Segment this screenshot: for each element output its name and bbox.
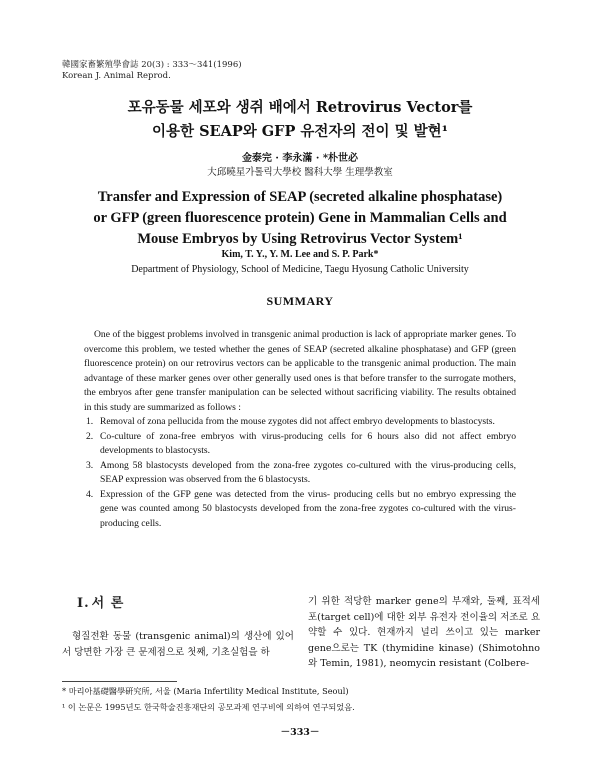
summary-item-number: 3. xyxy=(86,459,94,471)
footnote-divider xyxy=(62,681,177,682)
summary-item xyxy=(86,459,516,488)
korean-authors: 金泰完 · 李永滿 · *朴世必 xyxy=(241,153,359,164)
summary-item xyxy=(86,415,516,430)
summary-item xyxy=(86,488,516,532)
section-numeral: Ⅰ. xyxy=(77,596,90,611)
summary-item-text: Removal of zona pellucida from the mouse zygotes did not affect embryo developments to blastocysts. xyxy=(100,416,495,427)
english-authors: Kim, T. Y., Y. M. Lee and S. P. Park* xyxy=(221,249,379,260)
summary-heading: SUMMARY xyxy=(266,294,334,308)
english-department: Department of Physiology, School of Medicine, Taegu Hyosung Catholic University xyxy=(131,264,469,275)
footnote-affiliation: * 마리아基礎醫學硏究所, 서울 (Maria Infertility Medical Institute, Seoul) xyxy=(62,686,349,696)
summary-paragraph: One of the biggest problems involved in transgenic animal production is lack of appropriate marker genes. To overcome this problem, we tested whether the genes of SEAP (secreted alkaline phosphatase) and GFP (green fluorescence protein) on our retrovirus vectors can be applicable to the transgenic animal production. The main advantage of these marker genes over other generally used ones is that before transfer to the surrogate mothers, the embryos after gene transfer manipulation can be selected without sacrificing viability. The results obtained in this study are summarized as follows : xyxy=(84,329,516,413)
intro-left-column xyxy=(62,592,294,660)
summary-item-text: Among 58 blastocysts developed from the zona-free zygotes co-cultured with the virus-producing cells, SEAP expression was observed from the 6 blastocysts. xyxy=(100,459,516,485)
summary-results-list xyxy=(84,415,516,531)
english-title-line-3: Mouse Embryos by Using Retrovirus Vector System¹ xyxy=(137,231,463,247)
korean-affiliation: 大邱曉星가톨릭大學校 醫科大學 生理學教室 xyxy=(207,167,393,178)
summary-item-number: 2. xyxy=(86,430,94,442)
summary-item xyxy=(86,430,516,459)
page-number: －333－ xyxy=(280,727,320,738)
journal-header xyxy=(62,60,242,82)
introduction-heading xyxy=(77,592,294,611)
summary-item-number: 1. xyxy=(86,416,94,427)
section-title: 서 론 xyxy=(91,596,125,611)
summary-body xyxy=(84,328,516,531)
summary-item-text: Expression of the GFP gene was detected from the virus- producing cells but no embryo expressing the gene was counted among 50 blastocysts developed from the zona-free zygotes co-cultured with the virus-producing cells. xyxy=(100,488,516,529)
intro-left-text: 형질전환 동물 (transgenic animal)의 생산에 있어서 당면한 가장 큰 문제점으로 첫째, 기초실험을 하 xyxy=(62,631,294,658)
summary-item-number: 4. xyxy=(86,488,94,500)
journal-citation-korean: 韓國家畜繁殖學會誌 20(3) : 333～341(1996) xyxy=(62,60,242,70)
korean-title-line-1: 포유동물 세포와 생쥐 배에서 Retrovirus Vector를 xyxy=(127,99,473,116)
english-title-line-2: or GFP (green fluorescence protein) Gene in Mammalian Cells and xyxy=(93,210,507,226)
intro-right-text: 기 위한 적당한 marker gene의 부재와, 둘째, 표적세포(target cell)에 대한 외부 유전자 전이율의 저조로 요약할 수 있다. 현재까지 널리 쓰이고 있는 marker gene으로는 TK (thymidine kinase) (Shimotohno와 Temin, 1981), neomycin resistant (Colbere- xyxy=(308,596,540,669)
english-title-line-1: Transfer and Expression of SEAP (secreted alkaline phosphatase) xyxy=(97,189,503,205)
footnote-funding: ¹ 이 논문은 1995년도 한국학술진흥재단의 공모과제 연구비에 의하여 연구되었음. xyxy=(62,702,355,712)
journal-citation-english: Korean J. Animal Reprod. xyxy=(62,71,171,81)
summary-item-text: Co-culture of zona-free embryos with virus-producing cells for 6 hours also did not affect embryo developments to blastocysts. xyxy=(100,430,516,456)
korean-title-line-2: 이용한 SEAP와 GFP 유전자의 전이 및 발현¹ xyxy=(152,123,448,140)
